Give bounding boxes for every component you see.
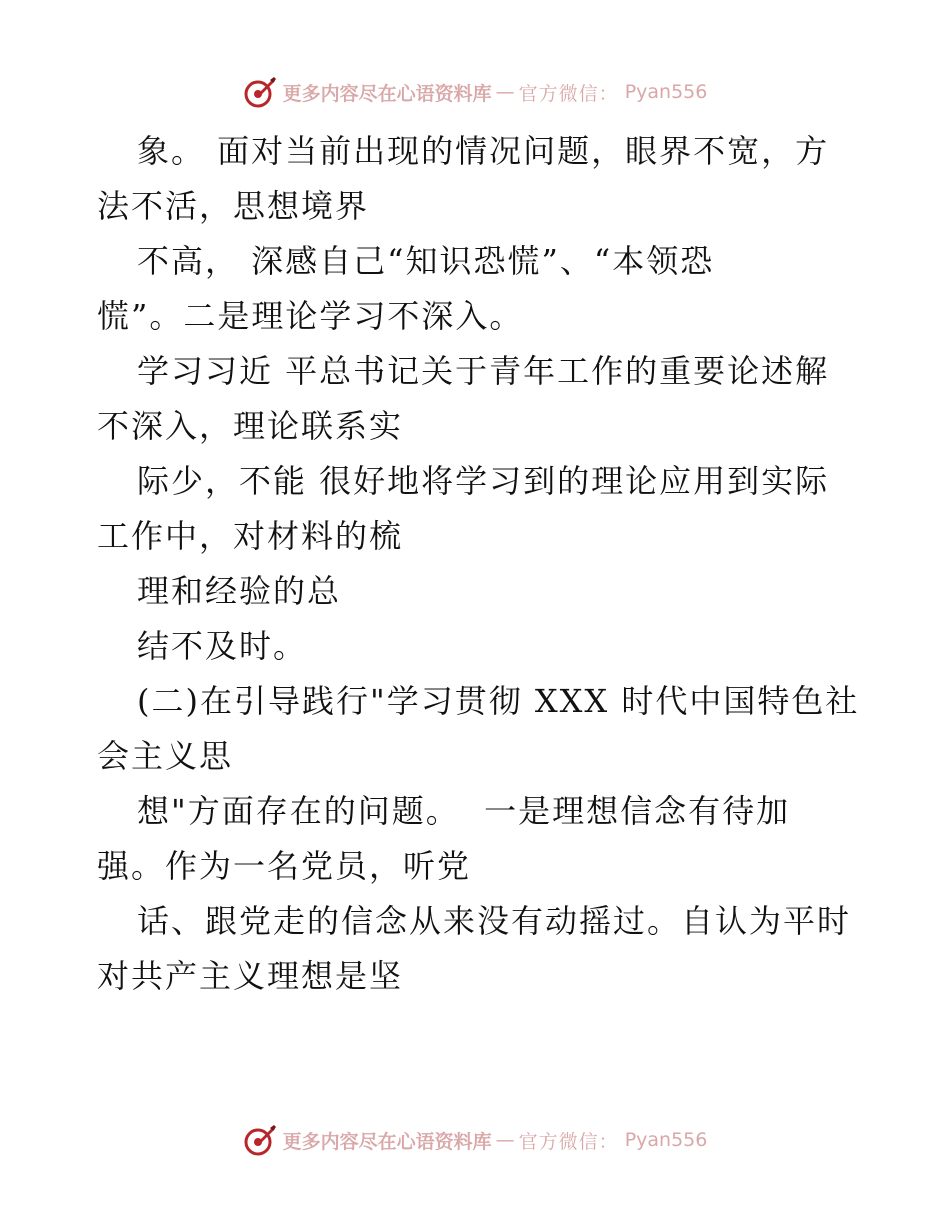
watermark-official: 官方微信： xyxy=(518,1130,619,1153)
text-line: 慌”。二是理论学习不深入。 xyxy=(97,297,524,335)
pen-logo-icon xyxy=(243,75,277,109)
watermark-text: 更多内容尽在心语资料库 xyxy=(282,1130,492,1153)
text-line: (二)在引导践行"学习贯彻 XXX 时代中国特色社 xyxy=(137,682,860,720)
text-line: 结不及时。 xyxy=(137,627,308,665)
document-body xyxy=(97,124,867,1004)
text-line: 不高， 深感自己“知识恐慌”、“本领恐 xyxy=(137,242,715,280)
text-line: 法不活，思想境界 xyxy=(97,187,370,225)
text-line: 话、跟党走的信念从来没有动摇过。自认为平时 xyxy=(137,902,852,940)
watermark-dash: — xyxy=(495,81,515,103)
header-watermark xyxy=(0,72,950,112)
pen-logo-icon xyxy=(243,1123,277,1157)
text-line: 理和经验的总 xyxy=(137,572,342,610)
text-line: 象。 面对当前出现的情况问题，眼界不宽，方 xyxy=(137,132,830,170)
watermark-dash: — xyxy=(495,1129,515,1151)
text-line: 工作中，对材料的梳 xyxy=(97,517,404,555)
watermark-id: Pyan556 xyxy=(624,1129,708,1151)
text-line: 强。作为一名党员，听党 xyxy=(97,847,472,885)
text-line: 学习习近 平总书记关于青年工作的重要论述解 xyxy=(137,352,830,390)
watermark-official: 官方微信： xyxy=(518,82,619,105)
watermark-id: Pyan556 xyxy=(624,81,708,103)
text-line: 会主义思 xyxy=(97,737,234,775)
text-line: 对共产主义理想是坚 xyxy=(97,957,404,995)
text-line: 不深入，理论联系实 xyxy=(97,407,404,445)
footer-watermark xyxy=(0,1120,950,1160)
watermark-text: 更多内容尽在心语资料库 xyxy=(282,82,492,105)
text-line: 际少，不能 很好地将学习到的理论应用到实际 xyxy=(137,462,830,500)
text-line: 想"方面存在的问题。 一是理想信念有待加 xyxy=(137,792,791,830)
